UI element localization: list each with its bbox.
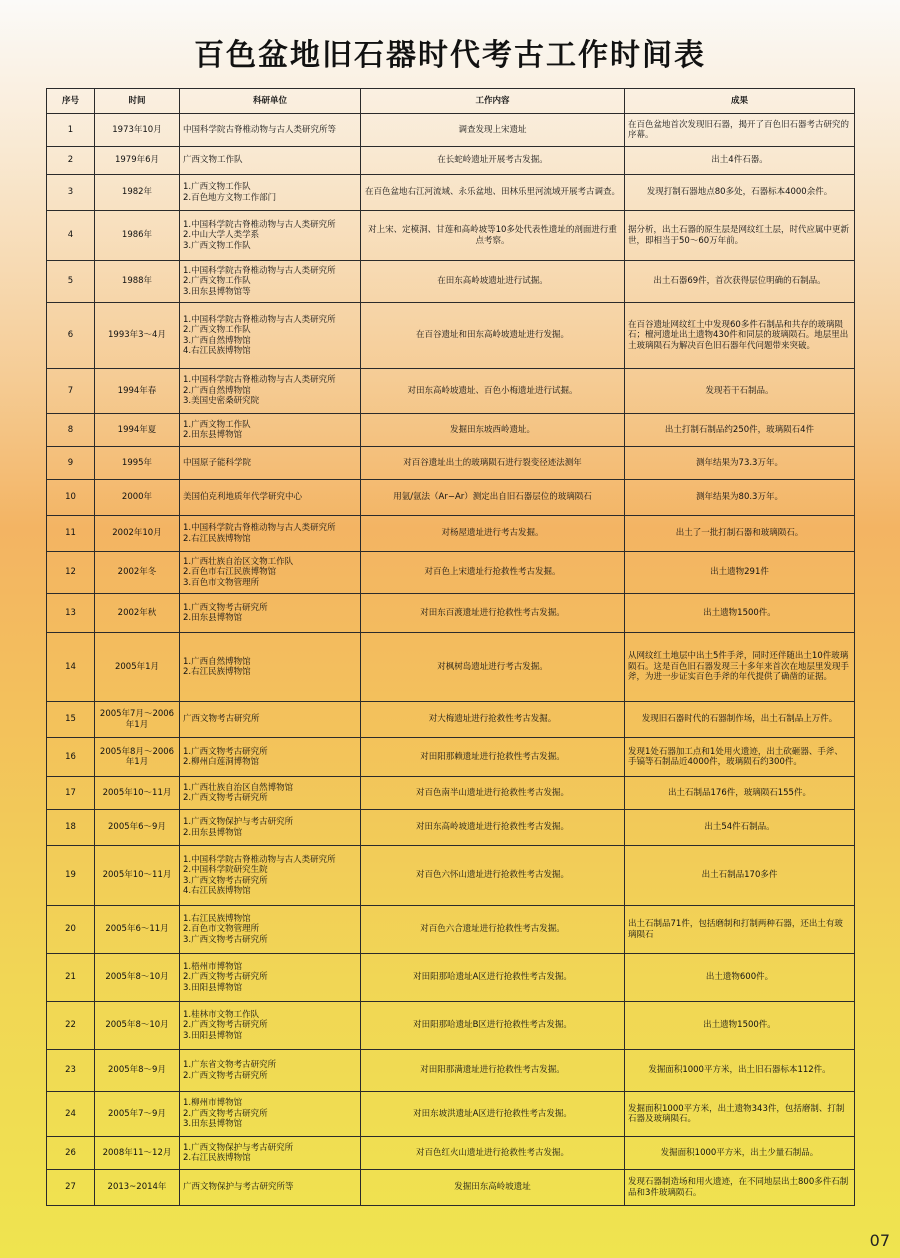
- table-row: [47, 906, 855, 954]
- unit-line: 3.田阳县博物馆: [183, 982, 243, 993]
- row-result: 出土遗物1500件。: [625, 1002, 855, 1050]
- header-unit: 科研单位: [180, 89, 361, 114]
- row-number: 19: [47, 846, 95, 906]
- row-number: 22: [47, 1002, 95, 1050]
- row-result: 出土遗物600件。: [625, 954, 855, 1002]
- row-units: [180, 211, 361, 261]
- row-number: 15: [47, 702, 95, 738]
- row-number: 7: [47, 369, 95, 414]
- table-row: [47, 147, 855, 175]
- row-units: [180, 175, 361, 211]
- unit-line: 2.广西文物考古研究所: [183, 793, 268, 803]
- row-time: 2002年秋: [95, 594, 180, 633]
- unit-line: 中国原子能科学院: [183, 457, 252, 468]
- row-number: 8: [47, 414, 95, 447]
- unit-line: 1.柳州市博物馆: [183, 1098, 243, 1109]
- table-row: [47, 211, 855, 261]
- row-result: 发掘面积1000平方米，出土少量石制品。: [625, 1137, 855, 1170]
- unit-line: 2.百色地方文物工作部门: [183, 192, 277, 203]
- row-time: 2005年1月: [95, 633, 180, 702]
- row-time: 2005年10～11月: [95, 846, 180, 906]
- unit-line: 1.右江民族博物馆: [183, 913, 251, 924]
- row-number: 9: [47, 447, 95, 480]
- row-number: 16: [47, 738, 95, 777]
- table-row: [47, 1050, 855, 1092]
- unit-line: 1.中国科学院古脊椎动物与古人类研究所: [183, 265, 336, 276]
- row-work: 对田阳那赖遗址进行抢救性考古发掘。: [361, 738, 625, 777]
- header-no: 序号: [47, 89, 95, 114]
- row-work: 调查发现上宋遗址: [361, 114, 625, 147]
- row-result: 从网纹红土地层中出土5件手斧，同时还伴随出土10件玻璃陨石。这是百色旧石器发现三十多年来首次在地层里发现手斧，为进一步证实百色手斧的年代提供了确凿的证据。: [625, 633, 855, 702]
- unit-line: 2.广西文物考古研究所: [183, 1070, 268, 1081]
- row-result: 在百色盆地首次发现旧石器，揭开了百色旧石器考古研究的序幕。: [625, 114, 855, 147]
- table-row: [47, 1002, 855, 1050]
- row-units: [180, 906, 361, 954]
- table-row: [47, 303, 855, 369]
- table-header-row: [47, 89, 855, 114]
- row-work: 对百色上宋遗址行抢救性考古发掘。: [361, 552, 625, 594]
- row-number: 18: [47, 810, 95, 846]
- row-number: 2: [47, 147, 95, 175]
- unit-line: 2.田东县博物馆: [183, 827, 243, 838]
- table-row: [47, 480, 855, 516]
- unit-line: 广西文物保护与考古研究所等: [183, 1182, 294, 1193]
- unit-line: 2.广西文物工作队: [183, 276, 251, 287]
- row-time: 1986年: [95, 211, 180, 261]
- table-row: [47, 633, 855, 702]
- row-units: [180, 810, 361, 846]
- row-time: 2002年10月: [95, 516, 180, 552]
- row-units: [180, 846, 361, 906]
- unit-line: 3.百色市文物管理所: [183, 577, 260, 588]
- row-result: 发现打制石器地点80多处，石器标本4000余件。: [625, 175, 855, 211]
- row-work: 对田东高岭坡遗址进行抢救性考古发掘。: [361, 810, 625, 846]
- row-work: 对大梅遗址进行抢救性考古发掘。: [361, 702, 625, 738]
- row-time: 1973年10月: [95, 114, 180, 147]
- unit-line: 2.百色市文物管理所: [183, 924, 260, 935]
- row-result: 出土遗物291件: [625, 552, 855, 594]
- row-number: 11: [47, 516, 95, 552]
- unit-line: 3.广西文物考古研究所: [183, 875, 268, 886]
- row-units: [180, 147, 361, 175]
- row-time: 2013~2014年: [95, 1170, 180, 1206]
- row-units: [180, 303, 361, 369]
- unit-line: 1.广西壮族自治区自然博物馆: [183, 782, 294, 793]
- row-work: 对枫树岛遗址进行考古发掘。: [361, 633, 625, 702]
- row-units: [180, 114, 361, 147]
- row-work: 对田阳那哈遗址A区进行抢救性考古发掘。: [361, 954, 625, 1002]
- table-row: [47, 1137, 855, 1170]
- unit-line: 美国伯克利地质年代学研究中心: [183, 492, 303, 503]
- timeline-table: [46, 88, 855, 1206]
- row-number: 5: [47, 261, 95, 303]
- row-units: [180, 261, 361, 303]
- row-result: 发现旧石器时代的石器制作场，出土石制品上万件。: [625, 702, 855, 738]
- row-work: 对百谷遗址出土的玻璃陨石进行裂变径迹法测年: [361, 447, 625, 480]
- row-number: 24: [47, 1092, 95, 1137]
- unit-line: 4.右江民族博物馆: [183, 346, 251, 356]
- row-result: 出土石器69件，首次获得层位明确的石制品。: [625, 261, 855, 303]
- unit-line: 3.广西文物考古研究所: [183, 934, 268, 945]
- unit-line: 2.百色市右江民族博物馆: [183, 567, 277, 578]
- row-number: 12: [47, 552, 95, 594]
- row-number: 3: [47, 175, 95, 211]
- row-units: [180, 516, 361, 552]
- table-row: [47, 846, 855, 906]
- table-row: [47, 738, 855, 777]
- unit-line: 1.中国科学院古脊椎动物与古人类研究所: [183, 375, 336, 386]
- page-number: 07: [869, 1231, 890, 1250]
- row-units: [180, 1170, 361, 1206]
- row-work: 发掘田东高岭坡遗址: [361, 1170, 625, 1206]
- unit-line: 2.田东县博物馆: [183, 613, 243, 623]
- unit-line: 2.右江民族博物馆: [183, 667, 251, 677]
- unit-line: 1.广西文物考古研究所: [183, 746, 268, 757]
- table-row: [47, 516, 855, 552]
- row-result: 发现若干石制品。: [625, 369, 855, 414]
- row-time: 1995年: [95, 447, 180, 480]
- row-units: [180, 1050, 361, 1092]
- row-time: 1994年春: [95, 369, 180, 414]
- unit-line: 2.右江民族博物馆: [183, 1153, 251, 1163]
- row-result: 出土4件石器。: [625, 147, 855, 175]
- row-units: [180, 1137, 361, 1170]
- row-time: 2005年7～9月: [95, 1092, 180, 1137]
- table-row: [47, 777, 855, 810]
- row-units: [180, 447, 361, 480]
- row-time: 2002年冬: [95, 552, 180, 594]
- row-time: 1988年: [95, 261, 180, 303]
- unit-line: 广西文物工作队: [183, 155, 243, 166]
- row-time: 2005年8月～2006年1月: [95, 738, 180, 777]
- row-result: 测年结果为80.3万年。: [625, 480, 855, 516]
- row-number: 26: [47, 1137, 95, 1170]
- unit-line: 3.田东县博物馆: [183, 1119, 243, 1130]
- row-result: 发现石器制造场和用火遗迹，在不同地层出土800多件石制品和3件玻璃陨石。: [625, 1170, 855, 1206]
- unit-line: 1.广西文物工作队: [183, 182, 251, 192]
- unit-line: 2.广西自然博物馆: [183, 385, 251, 396]
- row-result: 发掘面积1000平方米，出土旧石器标本112件。: [625, 1050, 855, 1092]
- table-row: [47, 1092, 855, 1137]
- row-work: 在百色盆地右江河流域、永乐盆地、田林乐里河流域开展考古调查。: [361, 175, 625, 211]
- unit-line: 1.广西壮族自治区文物工作队: [183, 556, 294, 567]
- table-row: [47, 954, 855, 1002]
- row-time: 1982年: [95, 175, 180, 211]
- row-number: 6: [47, 303, 95, 369]
- unit-line: 1.广西文物保护与考古研究所: [183, 1142, 294, 1153]
- row-units: [180, 594, 361, 633]
- row-work: 对百色六合遗址进行抢救性考古发掘。: [361, 906, 625, 954]
- row-time: 1979年6月: [95, 147, 180, 175]
- row-number: 21: [47, 954, 95, 1002]
- unit-line: 4.右江民族博物馆: [183, 886, 251, 896]
- unit-line: 2.右江民族博物馆: [183, 533, 251, 544]
- unit-line: 1.中国科学院古脊椎动物与古人类研究所: [183, 854, 336, 865]
- row-number: 13: [47, 594, 95, 633]
- row-result: 出土石制品170多件: [625, 846, 855, 906]
- row-work: 对田阳那满遗址进行抢救性考古发掘。: [361, 1050, 625, 1092]
- unit-line: 中国科学院古脊椎动物与古人类研究所等: [183, 124, 337, 135]
- row-time: 1993年3～4月: [95, 303, 180, 369]
- unit-line: 1.中国科学院古脊椎动物与古人类研究所: [183, 219, 336, 230]
- unit-line: 2.广西文物考古研究所: [183, 1020, 268, 1031]
- row-work: 对田阳那哈遗址B区进行抢救性考古发掘。: [361, 1002, 625, 1050]
- table-row: [47, 552, 855, 594]
- row-result: 出土了一批打制石器和玻璃陨石。: [625, 516, 855, 552]
- table-row: [47, 369, 855, 414]
- table-row: [47, 702, 855, 738]
- row-result: 发现1处石器加工点和1处用火遗迹，出土砍砸器、手斧、手镐等石制品近4000件，玻璃陨石约300件。: [625, 738, 855, 777]
- row-units: [180, 1092, 361, 1137]
- row-time: 2005年10～11月: [95, 777, 180, 810]
- row-result: 出土石制品71件，包括磨制和打制两种石器，还出土有玻璃陨石: [625, 906, 855, 954]
- unit-line: 3.田阳县博物馆: [183, 1030, 243, 1041]
- unit-line: 1.中国科学院古脊椎动物与古人类研究所: [183, 523, 336, 533]
- row-number: 17: [47, 777, 95, 810]
- row-work: 对田东高岭坡遗址、百色小梅遗址进行试掘。: [361, 369, 625, 414]
- unit-line: 3.美国史密桑研究院: [183, 396, 260, 407]
- row-number: 1: [47, 114, 95, 147]
- row-work: 对百色六怀山遗址进行抢救性考古发掘。: [361, 846, 625, 906]
- row-work: 发掘田东坡西岭遗址。: [361, 414, 625, 447]
- row-units: [180, 633, 361, 702]
- row-time: 1994年夏: [95, 414, 180, 447]
- header-time: 时间: [95, 89, 180, 114]
- row-result: 测年结果为73.3万年。: [625, 447, 855, 480]
- table-row: [47, 175, 855, 211]
- row-number: 20: [47, 906, 95, 954]
- row-time: 2005年8～10月: [95, 954, 180, 1002]
- row-result: 据分析，出土石器的原生层是网纹红土层，时代应属中更新世，即相当于50～60万年前。: [625, 211, 855, 261]
- unit-line: 2.中国科学院研究生院: [183, 865, 268, 875]
- row-units: [180, 1002, 361, 1050]
- unit-line: 2.广西文物考古研究所: [183, 972, 268, 983]
- row-result: 在百谷遗址网纹红土中发现60多件石制品和共存的玻璃陨石；檀河遗址出土遗物430件和同层的玻璃陨石。地层里出土玻璃陨石为解决百色旧石器年代问题带来突破。: [625, 303, 855, 369]
- unit-line: 3.广西自然博物馆: [183, 335, 251, 346]
- row-work: 对杨屋遗址进行考古发掘。: [361, 516, 625, 552]
- page-title: 百色盆地旧石器时代考古工作时间表: [194, 38, 706, 73]
- row-units: [180, 738, 361, 777]
- table-row: [47, 261, 855, 303]
- row-work: 对上宋、定模洞、甘莲和高岭坡等10多处代表性遗址的剖面进行重点考察。: [361, 211, 625, 261]
- row-work: 对田东坡洪遗址A区进行抢救性考古发掘。: [361, 1092, 625, 1137]
- row-units: [180, 369, 361, 414]
- unit-line: 2.广西文物考古研究所: [183, 1108, 268, 1119]
- unit-line: 2.中山大学人类学系: [183, 230, 260, 241]
- unit-line: 1.广西自然博物馆: [183, 656, 251, 667]
- row-time: 2005年7月～2006年1月: [95, 702, 180, 738]
- row-result: 出土遗物1500件。: [625, 594, 855, 633]
- row-number: 4: [47, 211, 95, 261]
- unit-line: 1.中国科学院古脊椎动物与古人类研究所: [183, 314, 336, 325]
- row-work: 在百谷遗址和田东高岭坡遗址进行发掘。: [361, 303, 625, 369]
- table-row: [47, 810, 855, 846]
- row-number: 27: [47, 1170, 95, 1206]
- row-work: 在长蛇岭遗址开展考古发掘。: [361, 147, 625, 175]
- row-units: [180, 702, 361, 738]
- row-time: 2000年: [95, 480, 180, 516]
- row-result: 出土打制石制品约250件，玻璃陨石4件: [625, 414, 855, 447]
- table-row: [47, 447, 855, 480]
- row-work: 在田东高岭坡遗址进行试掘。: [361, 261, 625, 303]
- row-time: 2005年6～9月: [95, 810, 180, 846]
- table-row: [47, 414, 855, 447]
- table-row: [47, 114, 855, 147]
- unit-line: 3.田东县博物馆等: [183, 286, 251, 297]
- unit-line: 2.广西文物工作队: [183, 325, 251, 335]
- unit-line: 广西文物考古研究所: [183, 714, 260, 725]
- row-work: 对百色红火山遗址进行抢救性考古发掘。: [361, 1137, 625, 1170]
- row-result: 出土石制品176件，玻璃陨石155件。: [625, 777, 855, 810]
- row-work: 用氩/氩法（Ar−Ar）测定出自旧石器层位的玻璃陨石: [361, 480, 625, 516]
- unit-line: 1.广东省文物考古研究所: [183, 1060, 277, 1070]
- row-time: 2005年8～9月: [95, 1050, 180, 1092]
- row-units: [180, 777, 361, 810]
- row-units: [180, 954, 361, 1002]
- row-time: 2008年11～12月: [95, 1137, 180, 1170]
- row-units: [180, 552, 361, 594]
- unit-line: 1.桂林市文物工作队: [183, 1009, 260, 1020]
- unit-line: 1.广西文物工作队: [183, 419, 251, 430]
- row-result: 出土54件石制品。: [625, 810, 855, 846]
- unit-line: 2.柳州白莲洞博物馆: [183, 757, 260, 767]
- row-number: 23: [47, 1050, 95, 1092]
- table-row: [47, 594, 855, 633]
- row-time: 2005年6～11月: [95, 906, 180, 954]
- row-units: [180, 414, 361, 447]
- unit-line: 1.梧州市博物馆: [183, 961, 243, 972]
- row-work: 对百色南半山遗址进行抢救性考古发掘。: [361, 777, 625, 810]
- header-work: 工作内容: [361, 89, 625, 114]
- header-result: 成果: [625, 89, 855, 114]
- unit-line: 3.广西文物工作队: [183, 240, 251, 251]
- unit-line: 1.广西文物保护与考古研究所: [183, 817, 294, 827]
- row-number: 14: [47, 633, 95, 702]
- unit-line: 1.广西文物考古研究所: [183, 602, 268, 613]
- unit-line: 2.田东县博物馆: [183, 430, 243, 440]
- row-number: 10: [47, 480, 95, 516]
- row-work: 对田东百渡遗址进行抢救性考古发掘。: [361, 594, 625, 633]
- row-result: 发掘面积1000平方米，出土遗物343件，包括磨制、打制石器及玻璃陨石。: [625, 1092, 855, 1137]
- row-time: 2005年8～10月: [95, 1002, 180, 1050]
- row-units: [180, 480, 361, 516]
- table-row: [47, 1170, 855, 1206]
